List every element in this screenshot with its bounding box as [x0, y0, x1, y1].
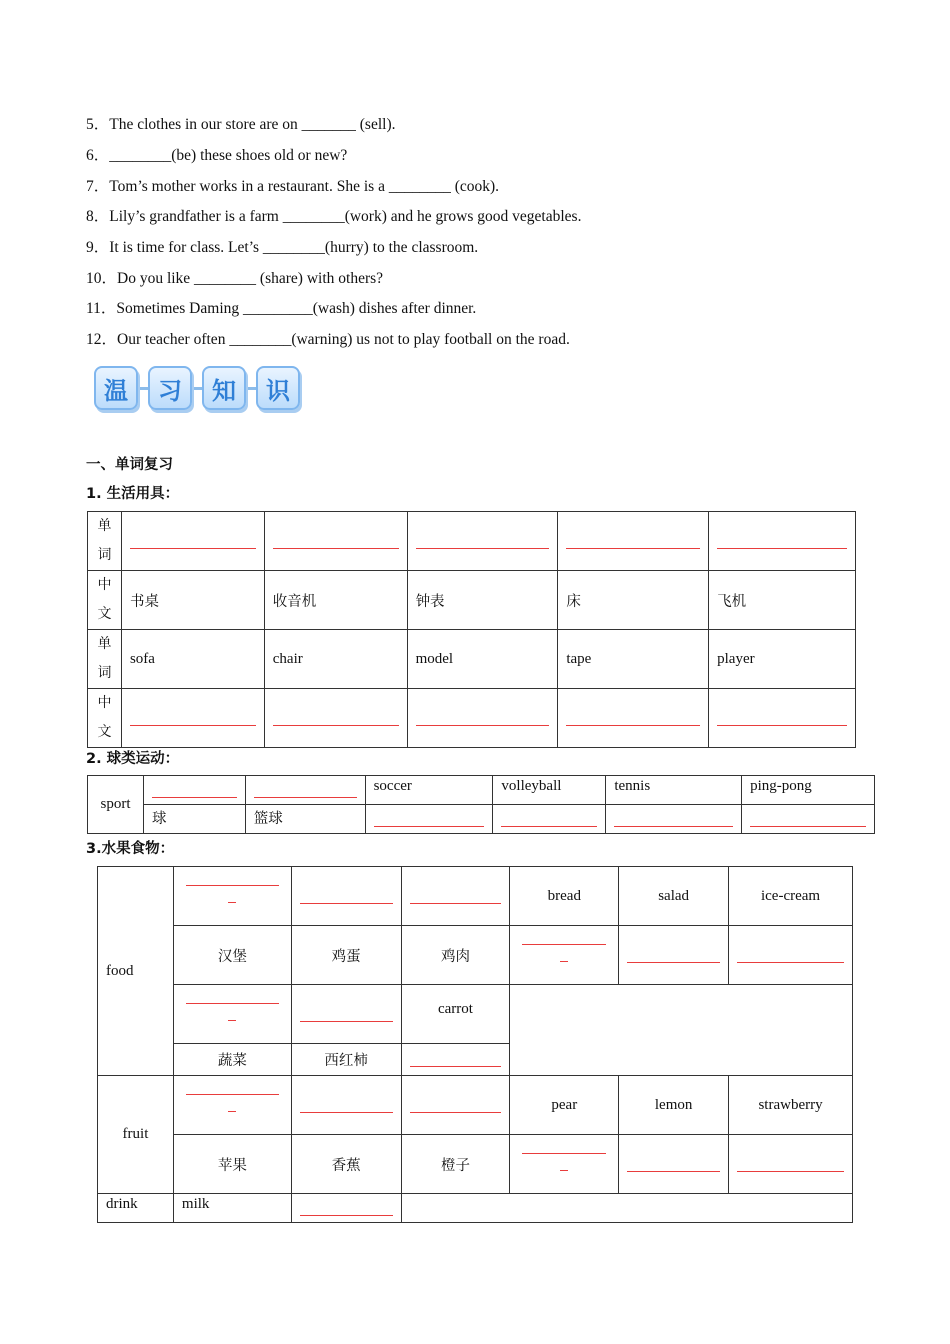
badge-char: 知 [202, 366, 246, 410]
en-word: ping-pong [742, 776, 875, 805]
en-word: volleyball [493, 776, 606, 805]
answer-blank[interactable] [493, 805, 606, 834]
answer-blank[interactable] [619, 926, 729, 985]
fruit-label: fruit [98, 1076, 174, 1194]
answer-blank[interactable] [264, 689, 407, 748]
food-table [97, 866, 853, 1223]
cn-word: 橙子 [401, 1135, 510, 1194]
badge-connector [246, 387, 256, 390]
cn-word: 篮球 [245, 805, 365, 834]
label-word: 单词 [88, 512, 122, 571]
exercise-6: 6．________(be) these shoes old or new? [86, 147, 348, 164]
cn-word: 飞机 [709, 571, 856, 630]
answer-blank[interactable] [173, 867, 291, 926]
sport-label: sport [88, 776, 144, 834]
answer-blank[interactable] [407, 512, 558, 571]
cn-word: 香蕉 [291, 1135, 401, 1194]
answer-blank[interactable] [558, 512, 709, 571]
exercise-9: 9．It is time for class. Let’s ________(hurry) to the classroom. [86, 239, 479, 256]
en-word: salad [619, 867, 729, 926]
answer-blank[interactable] [606, 805, 742, 834]
sub2-title: 2. 球类运动： [86, 751, 180, 767]
en-word: sofa [121, 630, 264, 689]
answer-blank[interactable] [291, 985, 401, 1044]
section-title: 一、单词复习 [86, 457, 173, 473]
answer-blank[interactable] [121, 689, 264, 748]
en-word: bread [510, 867, 619, 926]
household-items-table [87, 511, 856, 748]
answer-blank[interactable] [121, 512, 264, 571]
empty-cell [401, 1194, 852, 1223]
answer-blank[interactable] [291, 1194, 401, 1223]
answer-blank[interactable] [729, 1135, 853, 1194]
cn-word: 鸡肉 [401, 926, 510, 985]
sub3-title: 3.水果食物： [86, 841, 175, 857]
answer-blank[interactable] [143, 776, 245, 805]
food-label: food [98, 867, 174, 1076]
answer-blank[interactable] [291, 867, 401, 926]
sub1-title: 1. 生活用具： [86, 486, 180, 502]
answer-blank[interactable] [407, 689, 558, 748]
cn-word: 钟表 [407, 571, 558, 630]
cn-word: 蔬菜 [173, 1044, 291, 1076]
badge-char: 识 [256, 366, 300, 410]
answer-blank[interactable] [401, 1076, 510, 1135]
answer-blank[interactable] [709, 689, 856, 748]
answer-blank[interactable] [173, 985, 291, 1044]
exercise-8: 8．Lily’s grandfather is a farm ________(work) and he grows good vegetables. [86, 208, 582, 225]
badge-connector [192, 387, 202, 390]
exercise-10: 10．Do you like ________ (share) with others? [86, 270, 384, 287]
cn-word: 汉堡 [173, 926, 291, 985]
exercise-11: 11．Sometimes Daming _________(wash) dishes after dinner. [86, 300, 477, 317]
answer-blank[interactable] [709, 512, 856, 571]
exercise-5: 5．The clothes in our store are on _______ (sell). [86, 116, 396, 133]
empty-cell [510, 985, 853, 1076]
en-word: lemon [619, 1076, 729, 1135]
exercise-7: 7．Tom’s mother works in a restaurant. She is a ________ (cook). [86, 178, 500, 195]
answer-blank[interactable] [510, 926, 619, 985]
answer-blank[interactable] [742, 805, 875, 834]
en-word: carrot [401, 985, 510, 1044]
en-word: pear [510, 1076, 619, 1135]
badge-connector [138, 387, 148, 390]
answer-blank[interactable] [245, 776, 365, 805]
en-word: strawberry [729, 1076, 853, 1135]
answer-blank[interactable] [401, 1044, 510, 1076]
cn-word: 西红柿 [291, 1044, 401, 1076]
cn-word: 书桌 [121, 571, 264, 630]
sports-table [87, 775, 875, 834]
label-cn: 中文 [88, 689, 122, 748]
en-word: milk [173, 1194, 291, 1223]
en-word: tape [558, 630, 709, 689]
label-word: 单词 [88, 630, 122, 689]
answer-blank[interactable] [173, 1076, 291, 1135]
exercise-12: 12．Our teacher often ________(warning) us not to play football on the road. [86, 331, 570, 348]
review-badge [94, 366, 300, 410]
en-word: model [407, 630, 558, 689]
answer-blank[interactable] [365, 805, 493, 834]
cn-word: 球 [143, 805, 245, 834]
en-word: player [709, 630, 856, 689]
cn-word: 苹果 [173, 1135, 291, 1194]
answer-blank[interactable] [510, 1135, 619, 1194]
en-word: soccer [365, 776, 493, 805]
answer-blank[interactable] [558, 689, 709, 748]
cn-word: 床 [558, 571, 709, 630]
cn-word: 收音机 [264, 571, 407, 630]
en-word: tennis [606, 776, 742, 805]
label-cn: 中文 [88, 571, 122, 630]
answer-blank[interactable] [291, 1076, 401, 1135]
en-word: ice-cream [729, 867, 853, 926]
answer-blank[interactable] [401, 867, 510, 926]
drink-label: drink [98, 1194, 174, 1223]
answer-blank[interactable] [264, 512, 407, 571]
answer-blank[interactable] [729, 926, 853, 985]
en-word: chair [264, 630, 407, 689]
badge-char: 温 [94, 366, 138, 410]
answer-blank[interactable] [619, 1135, 729, 1194]
cn-word: 鸡蛋 [291, 926, 401, 985]
badge-char: 习 [148, 366, 192, 410]
